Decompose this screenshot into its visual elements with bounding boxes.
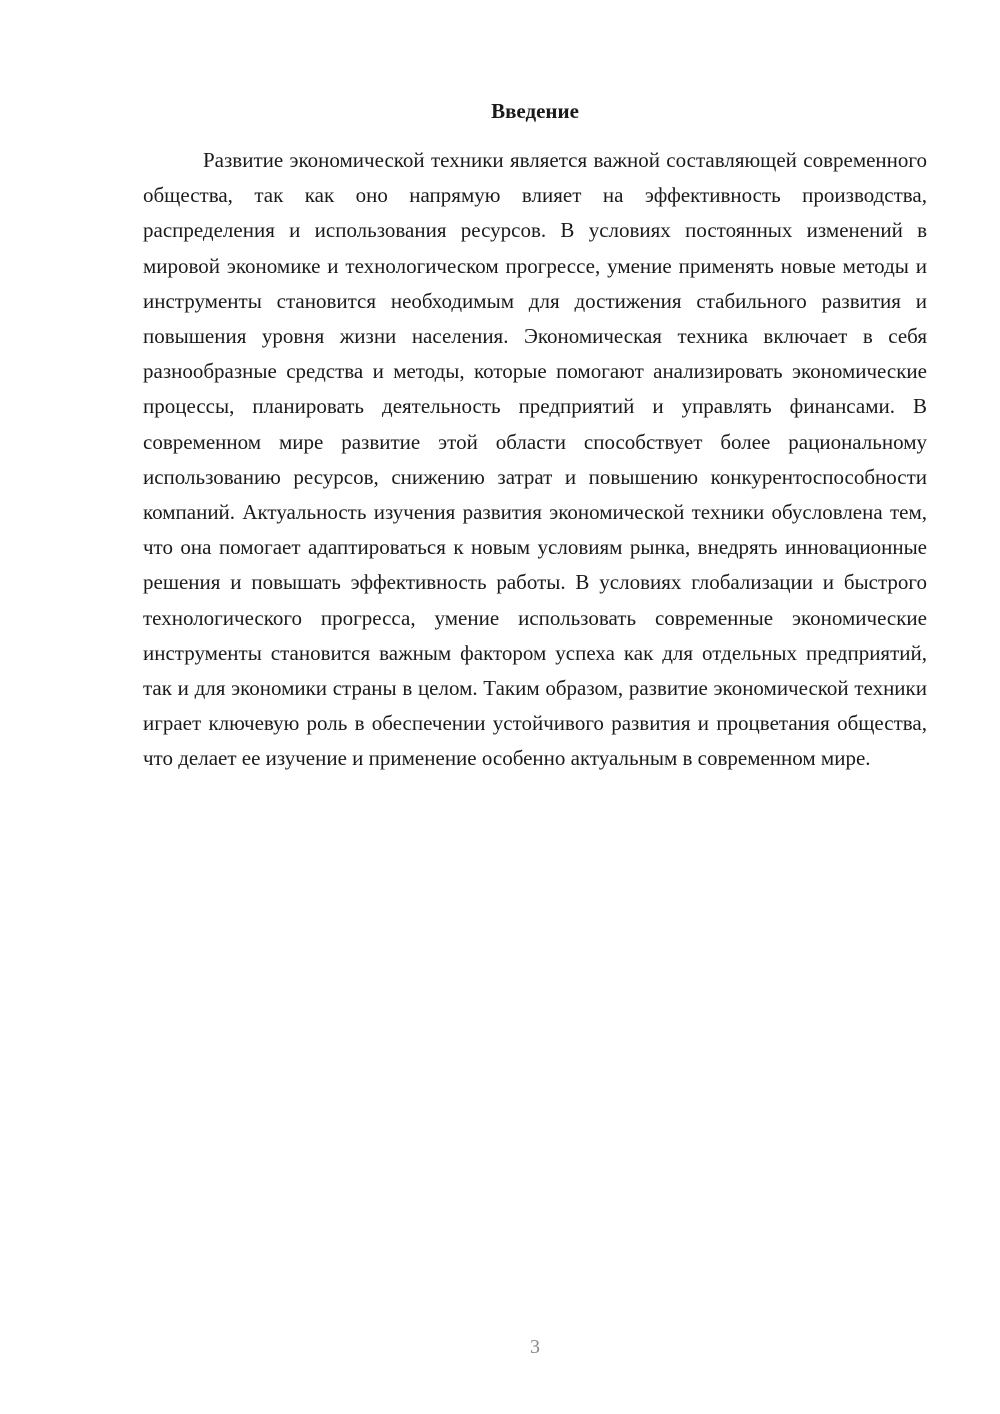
body-paragraph: Развитие экономической техники является важной составляющей современного общества, так как оно напрямую влияет на эффективность производства, распределения и использования ресурсов. В условиях постоянных изменений в мировой экономике и технологическом прогрессе, умение применять новые методы и инструменты становится необходимым для достижения стабильного развития и повышения уровня жизни населения. Экономическая техника включает в себя разнообразные средства и методы, которые помогают анализировать экономические процессы, планировать деятельность предприятий и управлять финансами. В современном мире развитие этой области способствует более рациональному использованию ресурсов, снижению затрат и повышению конкурентоспособности компаний. Актуальность изучения развития экономической техники обусловлена тем, что она помогает адаптироваться к новым условиям рынка, внедрять инновационные решения и повышать эффективность работы. В условиях глобализации и быстрого технологического прогресса, умение использовать современные экономические инструменты становится важным фактором успеха как для отдельных предприятий, так и для экономики страны в целом. Таким образом, развитие экономической техники играет ключевую роль в обеспечении устойчивого развития и процветания общества, что делает ее изучение и применение особенно актуальным в современном мире. <box>143 148 927 771</box>
page-number: 3 <box>530 1336 540 1358</box>
section-heading: Введение <box>491 99 579 123</box>
